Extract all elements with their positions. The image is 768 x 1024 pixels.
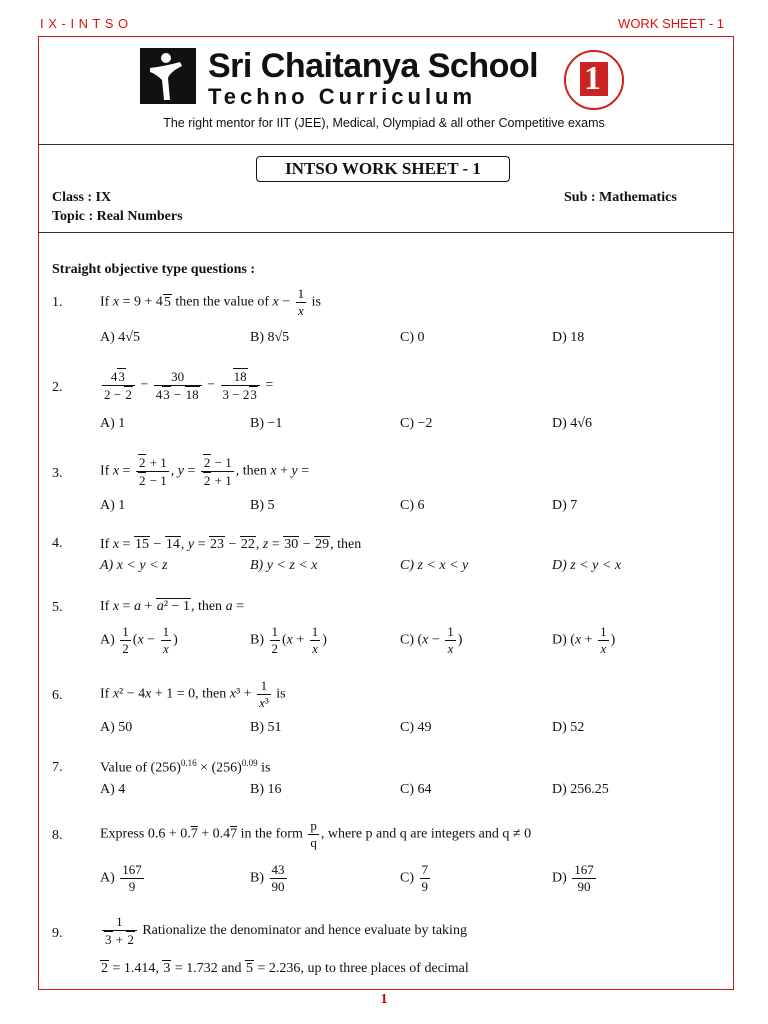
q4-text-a: If — [100, 537, 110, 552]
option-label: C) — [400, 632, 414, 648]
header-right: WORK SHEET - 1 — [618, 16, 724, 31]
q1-text-a: If — [100, 294, 110, 310]
option: D) (x + $\frac{1}{x}$ ) — [552, 624, 616, 656]
option: B) 51 — [250, 720, 282, 735]
option: D) 7 — [552, 498, 578, 513]
option: C) z < x < y — [400, 558, 469, 573]
option: D) 4√6 — [552, 416, 592, 431]
q4-text-b: , then — [330, 537, 362, 552]
option: A) 4√5 — [100, 330, 140, 345]
q6-text-c: is — [276, 686, 286, 702]
q3-text-a: If — [100, 463, 110, 479]
q9-text-c: , up to three places of decimal — [300, 961, 469, 976]
option: C) 0 — [400, 330, 425, 345]
class-label: Class : IX — [52, 190, 112, 205]
question-number: 3. — [52, 466, 63, 481]
page-number: 1 — [380, 992, 388, 1007]
worksheet-title: INTSO WORK SHEET - 1 — [256, 156, 510, 182]
option: D) 18 — [552, 330, 585, 345]
option-label: A) — [100, 870, 115, 886]
option: A) $\frac{167}{9}$ — [100, 862, 142, 894]
question-7: Value of $(256)^{0.16} \times (256)^{0.09}$ is — [100, 758, 271, 776]
q5-text-b: , then — [190, 599, 223, 614]
option: D) 52 — [552, 720, 585, 735]
brand-logo — [140, 48, 640, 108]
question-6: If x² − 4x + 1 = 0, then x³ + $\frac{1}{\text{x³}}$ is — [100, 678, 286, 710]
brand-name: Sri Chaitanya School — [208, 47, 539, 85]
divider — [38, 144, 734, 145]
option: B) y < z < x — [250, 558, 318, 573]
option: B) −1 — [250, 416, 283, 431]
option: A) 1 — [100, 416, 126, 431]
option: D) $\frac{167}{90}$ — [552, 862, 594, 894]
option-label: D) — [552, 870, 567, 886]
topic-label: Topic : Real Numbers — [52, 209, 183, 224]
option: A) 4 — [100, 782, 126, 797]
question-8: Express 0.6 + 0.7 + 0.47 in the form $\frac{p}{q}$ , where p and q are integers and q ≠ 0 — [100, 818, 532, 850]
option: C) 6 — [400, 498, 425, 513]
option-label: C) — [400, 870, 414, 886]
question-number: 5. — [52, 600, 63, 615]
seal-number: 1 — [584, 60, 601, 97]
school-logo-icon — [140, 48, 196, 104]
q6-text-b: , then — [195, 686, 227, 702]
section-heading: Straight objective type questions : — [52, 262, 255, 277]
question-5: If x = a + a² − 1, then a = — [100, 599, 244, 614]
option-label: A) — [100, 632, 115, 648]
question-number: 7. — [52, 760, 63, 775]
q8-text-a: Express — [100, 826, 145, 842]
q9-text-b: and — [221, 961, 242, 976]
seal-icon — [564, 50, 624, 110]
question-9-values: 2 = 1.414, 3 = 1.732 and 5 = 2.236, up to three places of decimal — [101, 961, 469, 976]
option-label: B) — [250, 632, 264, 648]
question-4: If x = 15 − 14, y = 23 − 22, z = 30 − 29, then — [100, 537, 362, 552]
question-9: $\frac{1}{3 + 2}$ Rationalize the denominator and hence evaluate by taking — [100, 914, 467, 948]
question-3: If x = $\frac{2 + 1}{2 - 1}$ , y = $\frac{2 - 1}{2 + 1}$ , then x + y = — [100, 455, 310, 488]
q3-text-b: , then — [235, 463, 267, 479]
q8-text-b: in the form — [240, 826, 303, 842]
option: D) z < y < x — [552, 558, 622, 573]
option-label: D) — [552, 632, 567, 648]
question-1: If x = 9 + 45 then the value of x − $\frac{1}{x}$ is — [100, 286, 321, 318]
option: C) 49 — [400, 720, 432, 735]
q9-text-a: Rationalize the denominator and hence evaluate by taking — [142, 923, 467, 939]
option: C) 64 — [400, 782, 432, 797]
option: B) $\frac{1}{2}$ (x + $\frac{1}{x}$ ) — [250, 624, 327, 656]
option: A) 50 — [100, 720, 133, 735]
option: A) 1 — [100, 498, 126, 513]
question-2: $\frac{43}{2 - 2}$ − $\frac{30}{43 - 18}$ − $\frac{18}{3 - 23}$ = — [104, 368, 274, 402]
option: D) 256.25 — [552, 782, 609, 797]
question-number: 8. — [52, 828, 63, 843]
question-number: 1. — [52, 295, 63, 310]
tagline: The right mentor for IIT (JEE), Medical, Olympiad & all other Competitive exams — [163, 116, 605, 130]
q6-text-a: If — [100, 686, 110, 702]
q1-text-c: is — [311, 294, 321, 310]
option: B) $\frac{43}{90}$ — [250, 862, 285, 894]
option: A) x < y < z — [100, 558, 168, 573]
option: C) (x − $\frac{1}{x}$ ) — [400, 624, 463, 656]
option: C) −2 — [400, 416, 433, 431]
header-left: I X - I N T S O — [40, 16, 129, 31]
subject-label: Sub : Mathematics — [564, 190, 677, 205]
option: C) $\frac{7}{9}$ — [400, 862, 428, 894]
question-number: 9. — [52, 926, 63, 941]
option-label: B) — [250, 870, 264, 886]
divider — [38, 232, 734, 233]
q7-text-a: Value of — [100, 760, 148, 776]
option: B) 16 — [250, 782, 282, 797]
q7-text-b: is — [261, 760, 271, 776]
brand-subtitle: Techno Curriculum — [208, 84, 477, 109]
option: A) $\frac{1}{2}$ (x − $\frac{1}{x}$ ) — [100, 624, 178, 656]
question-number: 6. — [52, 688, 63, 703]
question-number: 4. — [52, 536, 63, 551]
q5-text-a: If — [100, 599, 110, 614]
question-number: 2. — [52, 380, 63, 395]
q1-expr-a: x — [112, 294, 120, 310]
option: B) 8√5 — [250, 330, 290, 345]
option: B) 5 — [250, 498, 275, 513]
q1-text-b: then the value of — [175, 294, 270, 310]
q8-text-c: , where p and q are integers and — [320, 826, 499, 842]
